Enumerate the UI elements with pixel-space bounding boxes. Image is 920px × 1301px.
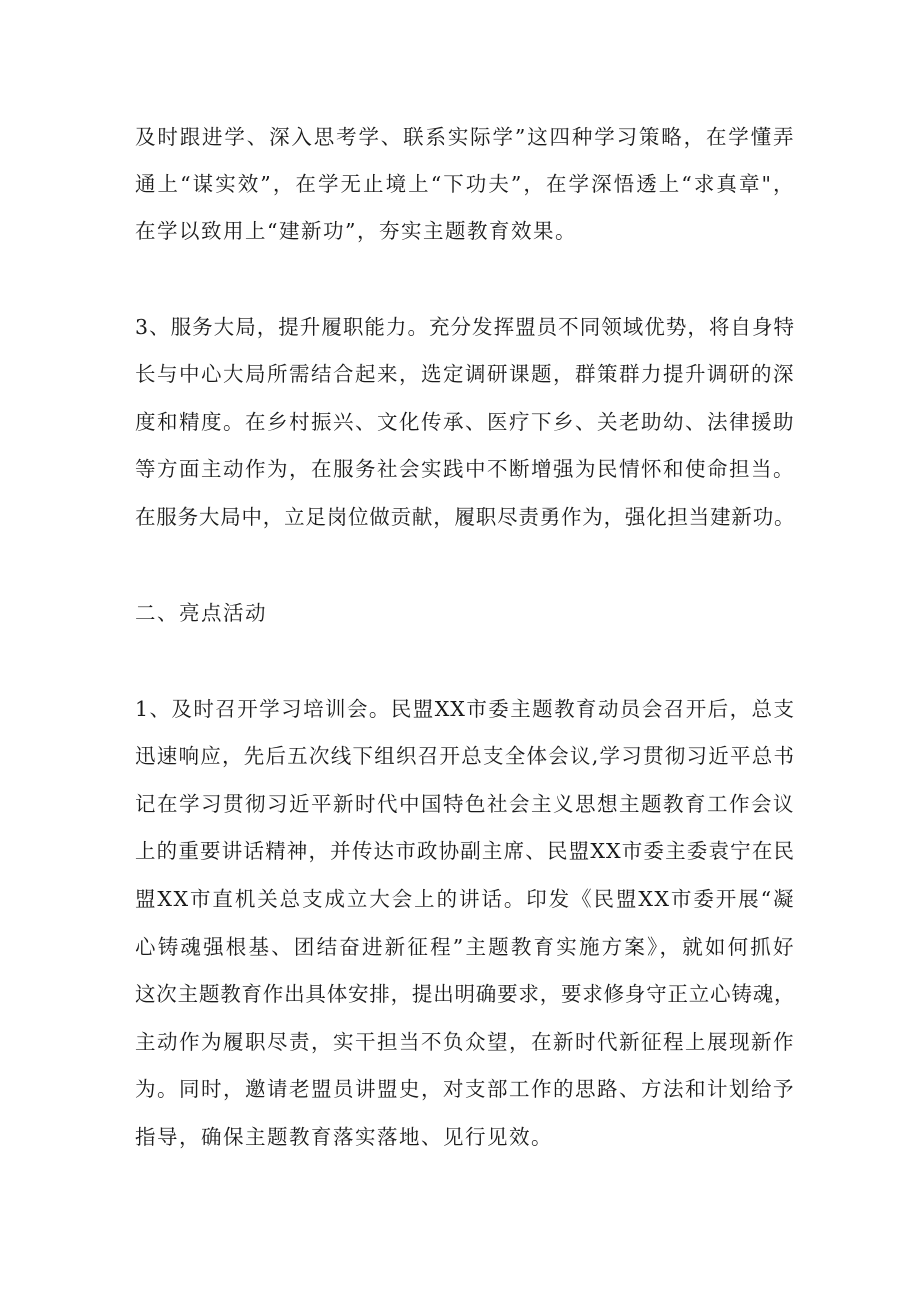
text-line: 及时跟进学、深入思考学、联系实际学”这四种学习策略，在学懂弄	[135, 125, 795, 149]
text-line: 盟XX市直机关总支成立大会上的讲话。印发《民盟XX市委开展“凝	[135, 887, 795, 911]
text-line: 主动作为履职尽责，实干担当不负众望，在新时代新征程上展现新作	[135, 1030, 795, 1054]
text-line: 在学以致用上“建新功”，夯实主题教育效果。	[135, 219, 577, 243]
text-line: 这次主题教育作出具体安排，提出明确要求，要求修身守正立心铸魂，	[135, 982, 795, 1006]
section-heading: 二、亮点活动	[135, 601, 267, 625]
text-line: 心铸魂强根基、团结奋进新征程”主题教育实施方案》，就如何抓好	[135, 935, 795, 959]
text-line: 等方面主动作为，在服务社会实践中不断增强为民情怀和使命担当。	[135, 457, 795, 481]
text-line: 迅速响应，先后五次线下组织召开总支全体会议,学习贯彻习近平总书	[135, 744, 795, 768]
text-line: 通上“谋实效”，在学无止境上“下功夫”，在学深悟透上“求真章"，	[135, 172, 795, 196]
text-line: 3、服务大局，提升履职能力。充分发挥盟员不同领域优势，将自身特	[135, 315, 795, 339]
text-line: 长与中心大局所需结合起来，选定调研课题，群策群力提升调研的深	[135, 362, 795, 386]
text-line: 在服务大局中，立足岗位做贡献，履职尽责勇作为，强化担当建新功。	[135, 505, 795, 529]
text-line: 记在学习贯彻习近平新时代中国特色社会主义思想主题教育工作会议	[135, 792, 795, 816]
text-line: 度和精度。在乡村振兴、文化传承、医疗下乡、关老助幼、法律援助	[135, 410, 795, 434]
text-line: 指导，确保主题教育落实落地、见行见效。	[135, 1125, 553, 1149]
text-line: 为。同时，邀请老盟员讲盟史，对支部工作的思路、方法和计划给予	[135, 1077, 795, 1101]
text-line: 上的重要讲话精神，并传达市政协副主席、民盟XX市委主委袁宁在民	[135, 839, 795, 863]
text-line: 1、及时召开学习培训会。民盟XX市委主题教育动员会召开后，总支	[135, 697, 795, 721]
